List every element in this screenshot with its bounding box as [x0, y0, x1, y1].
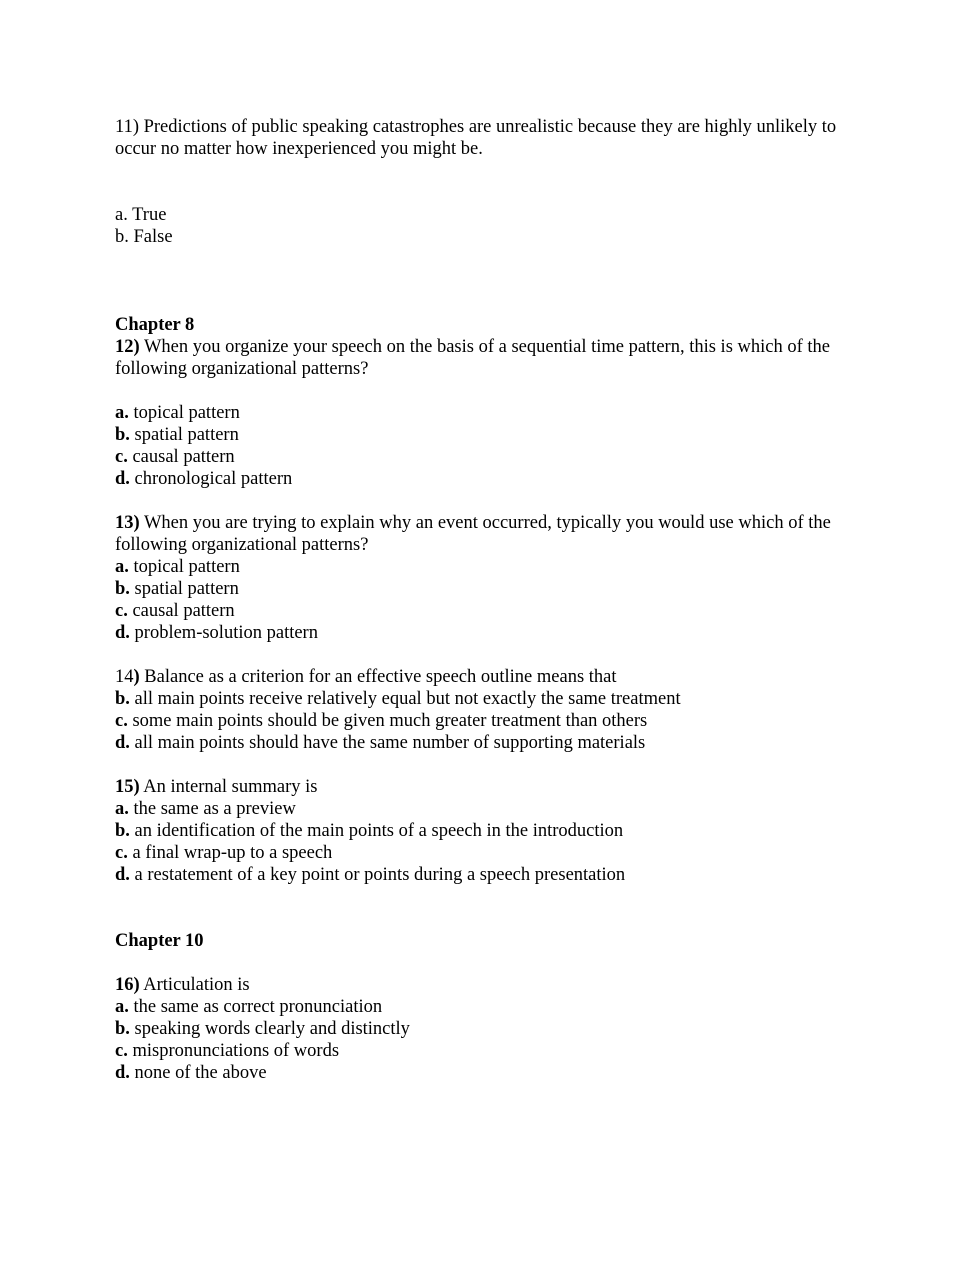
- question-15-text: An internal summary is: [139, 777, 318, 797]
- option-letter: a.: [115, 997, 129, 1017]
- document-page: [115, 116, 875, 1084]
- question-12-text: When you organize your speech on the basis of a sequential time pattern, this is which of the following organizational patterns?: [115, 337, 830, 379]
- question-12: [115, 336, 875, 380]
- option-text: a restatement of a key point or points during a speech presentation: [129, 865, 626, 885]
- chapter-10-heading: Chapter 10: [115, 931, 204, 951]
- option-letter: b.: [115, 579, 130, 599]
- option-letter: b.: [115, 821, 130, 841]
- question-15-option-a: [115, 798, 875, 820]
- question-14-option-c: [115, 710, 875, 732]
- option-text: spatial pattern: [129, 579, 239, 599]
- question-14-option-b: [115, 688, 875, 710]
- question-12-option-b: [115, 424, 875, 446]
- option-text: some main points should be given much greater treatment than others: [127, 711, 648, 731]
- option-letter: a.: [115, 557, 129, 577]
- question-15-option-d: [115, 864, 875, 886]
- option-text: all main points receive relatively equal but not exactly the same treatment: [129, 689, 681, 709]
- option-text: none of the above: [129, 1063, 267, 1083]
- option-text: speaking words clearly and distinctly: [129, 1019, 410, 1039]
- option-letter: d.: [115, 623, 130, 643]
- question-12-option-c: [115, 446, 875, 468]
- option-letter: b.: [115, 425, 130, 445]
- question-15-option-c: [115, 842, 875, 864]
- option-text: the same as correct pronunciation: [128, 997, 383, 1017]
- option-text: the same as a preview: [128, 799, 296, 819]
- question-13-number: 13): [115, 513, 140, 533]
- question-13-text: When you are trying to explain why an event occurred, typically you would use which of the following organizational patterns?: [115, 513, 831, 555]
- option-text: spatial pattern: [129, 425, 239, 445]
- option-text: causal pattern: [127, 601, 235, 621]
- question-16: [115, 974, 875, 996]
- question-16-option-c: [115, 1040, 875, 1062]
- option-letter: c.: [115, 711, 128, 731]
- question-14-text: Balance as a criterion for an effective speech outline means that: [139, 667, 617, 687]
- option-text: an identification of the main points of a speech in the introduction: [129, 821, 624, 841]
- option-text: topical pattern: [128, 403, 240, 423]
- question-11-option-b: b. False: [115, 227, 173, 247]
- question-16-option-d: [115, 1062, 875, 1084]
- question-11-option-a: a. True: [115, 205, 167, 225]
- question-13-option-d: [115, 622, 875, 644]
- option-letter: c.: [115, 1041, 128, 1061]
- option-letter: d.: [115, 1063, 130, 1083]
- option-letter: d.: [115, 469, 130, 489]
- question-13-option-a: [115, 556, 875, 578]
- question-14: [115, 666, 875, 688]
- option-letter: a.: [115, 403, 129, 423]
- question-16-option-b: [115, 1018, 875, 1040]
- chapter-8-heading: Chapter 8: [115, 315, 195, 335]
- question-11: 11) Predictions of public speaking catastrophes are unrealistic because they are highly unlikely to occur no matter how inexperienced you might be.: [115, 117, 837, 159]
- question-14-option-d: [115, 732, 875, 754]
- question-12-number: 12): [115, 337, 140, 357]
- question-12-option-a: [115, 402, 875, 424]
- option-text: chronological pattern: [129, 469, 293, 489]
- option-text: mispronunciations of words: [127, 1041, 340, 1061]
- question-14-paren: ): [133, 667, 140, 687]
- option-letter: d.: [115, 733, 130, 753]
- option-letter: a.: [115, 799, 129, 819]
- question-16-option-a: [115, 996, 875, 1018]
- option-letter: b.: [115, 1019, 130, 1039]
- option-letter: d.: [115, 865, 130, 885]
- question-12-option-d: [115, 468, 875, 490]
- option-letter: c.: [115, 601, 128, 621]
- question-15-option-b: [115, 820, 875, 842]
- option-letter: c.: [115, 447, 128, 467]
- option-text: all main points should have the same number of supporting materials: [129, 733, 646, 753]
- question-15-number: 15): [115, 777, 140, 797]
- question-13-option-b: [115, 578, 875, 600]
- question-15: [115, 776, 875, 798]
- question-13: [115, 512, 875, 556]
- question-14-number: 14: [115, 667, 134, 687]
- question-16-text: Articulation is: [139, 975, 250, 995]
- option-text: problem-solution pattern: [129, 623, 318, 643]
- option-text: a final wrap-up to a speech: [127, 843, 333, 863]
- option-text: topical pattern: [128, 557, 240, 577]
- option-letter: c.: [115, 843, 128, 863]
- option-letter: b.: [115, 689, 130, 709]
- question-13-option-c: [115, 600, 875, 622]
- question-16-number: 16): [115, 975, 140, 995]
- option-text: causal pattern: [127, 447, 235, 467]
